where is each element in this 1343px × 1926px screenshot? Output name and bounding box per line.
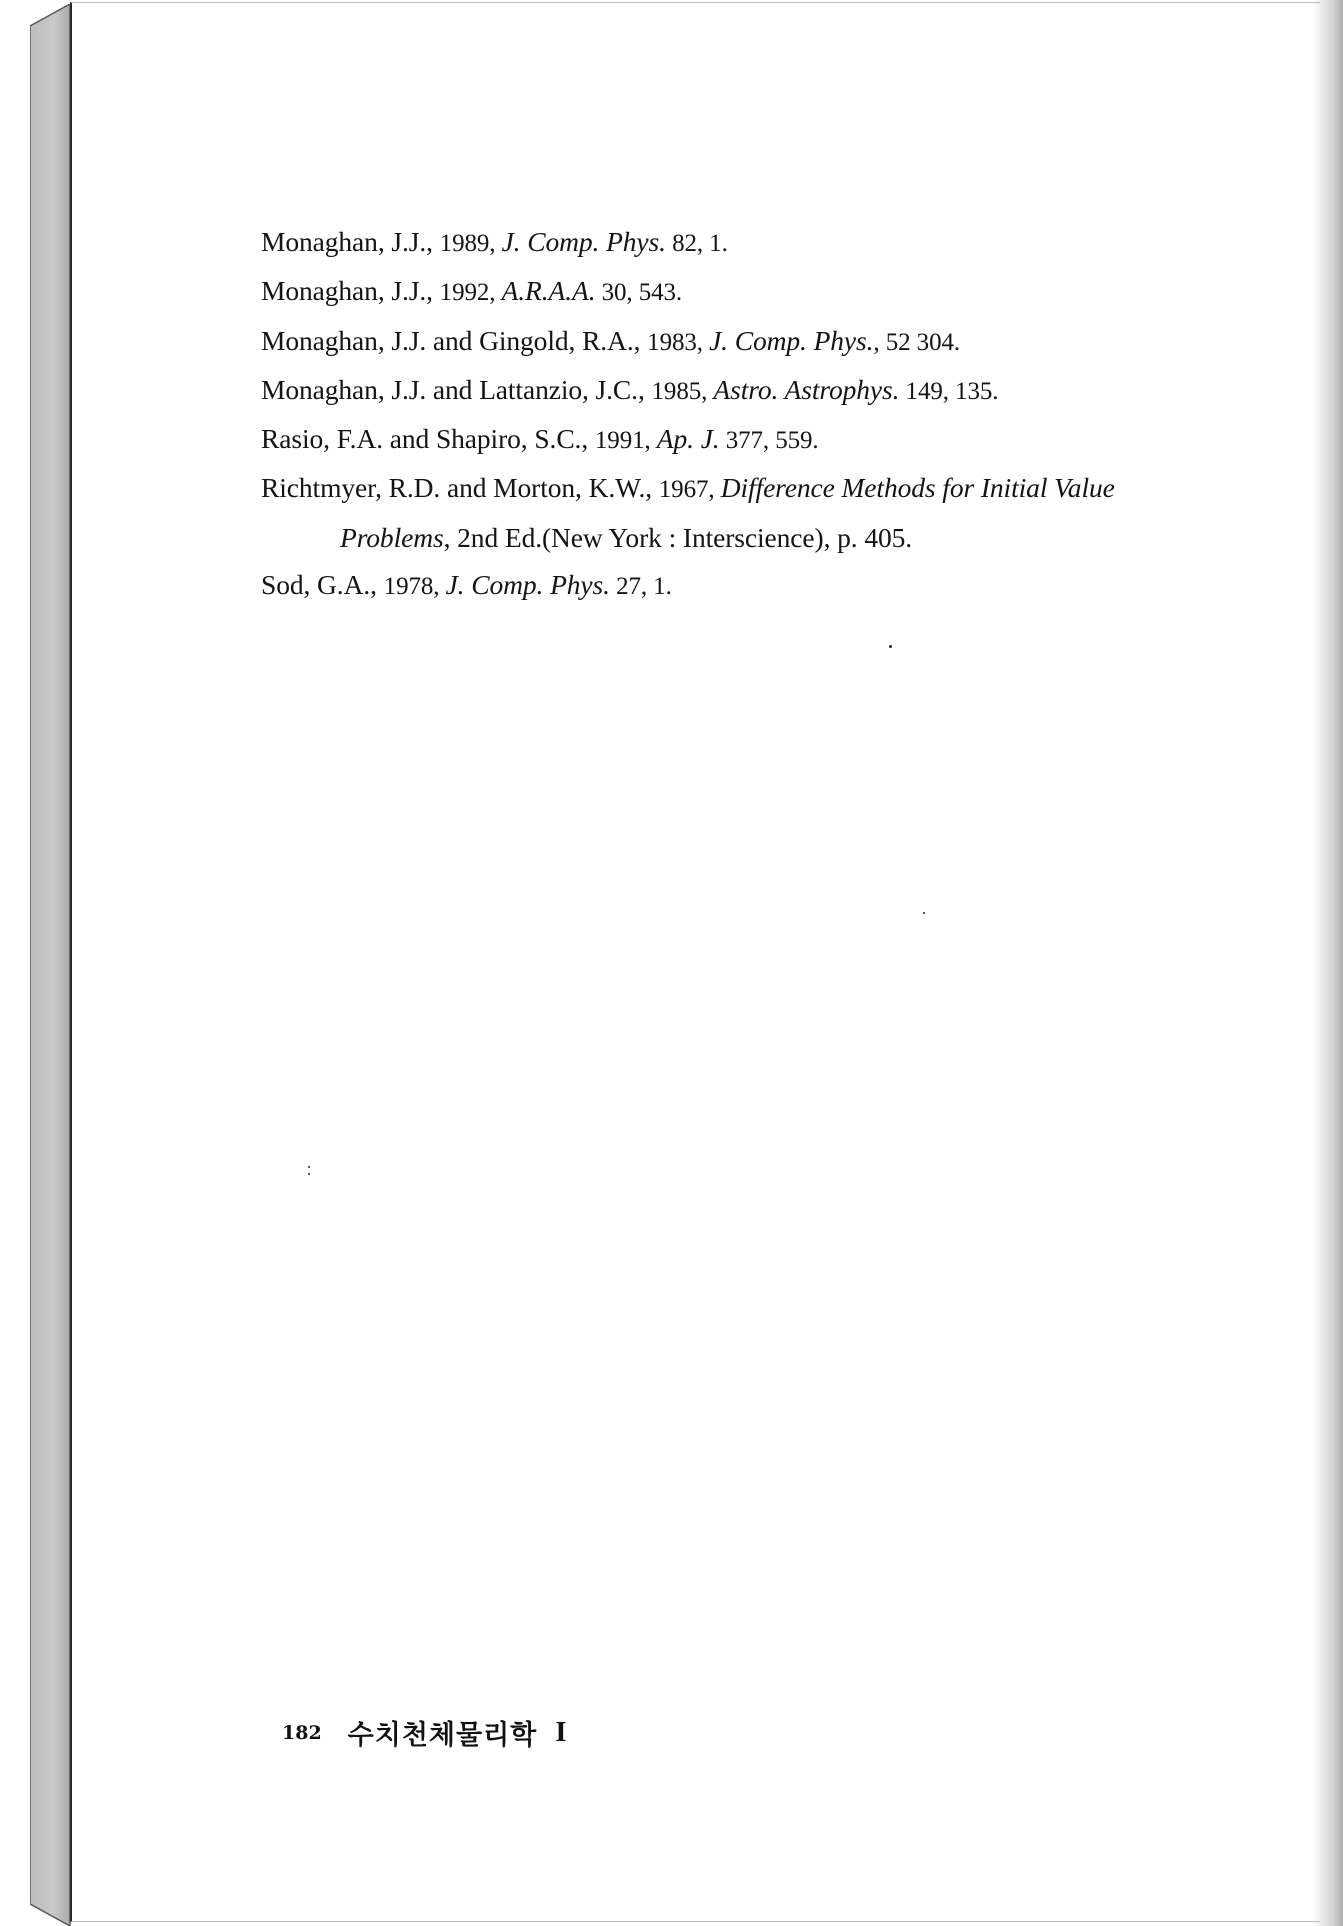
scan-speck <box>308 1166 310 1168</box>
reference-text: 1991, <box>594 427 657 455</box>
running-title: 수치천체물리학 <box>347 1720 538 1751</box>
reference-entry <box>261 415 1261 464</box>
reference-text: 1989, <box>439 230 502 257</box>
reference-text: 1985, <box>651 377 714 405</box>
reference-text: Monaghan, J.J. and Gingold, R.A., <box>261 324 648 356</box>
reference-text: Rasio, F.A. and Shapiro, S.C., <box>261 423 595 455</box>
reference-text: 1978, <box>383 573 446 601</box>
reference-text: 82, 1. <box>665 230 728 257</box>
scan-speck <box>923 912 925 914</box>
reference-entry <box>261 464 1261 513</box>
reference-source-italic: Problems <box>340 521 444 553</box>
reference-source-italic: A.R.A.A. <box>501 275 596 307</box>
reference-entry <box>261 317 1261 366</box>
reference-source-italic: J. Comp. Phys. <box>709 324 874 356</box>
reference-continuation-line <box>261 514 1261 561</box>
reference-entry <box>261 267 1261 316</box>
reference-text: Richtmyer, R.D. and Morton, K.W., <box>261 472 659 504</box>
reference-text: Sod, G.A., <box>261 569 384 601</box>
reference-source-italic: J. Comp. Phys. <box>445 569 610 601</box>
reference-source-italic: J. Comp. Phys. <box>501 226 666 257</box>
volume-number: I <box>555 1716 567 1748</box>
reference-text: 149, 135. <box>899 377 999 405</box>
page-number: 182 <box>282 1721 322 1744</box>
reference-text: 1983, <box>647 328 710 356</box>
reference-source-italic: Astro. Astrophys. <box>713 373 900 405</box>
reference-text: 1992, <box>439 279 502 307</box>
reference-text: Monaghan, J.J., <box>261 275 440 307</box>
page-edge-shadow <box>1313 0 1343 1926</box>
reference-text: 377, 559. <box>719 427 819 455</box>
reference-entry <box>261 218 1261 267</box>
reference-entry <box>261 366 1261 415</box>
reference-text: Monaghan, J.J. and Lattanzio, J.C., <box>261 373 652 405</box>
reference-text: 1967, <box>658 476 721 504</box>
reference-list <box>261 218 1261 610</box>
reference-source-italic: Difference Methods for Initial Value <box>720 472 1115 504</box>
scan-speck <box>308 1173 310 1175</box>
book-spine-shape <box>30 4 74 1926</box>
reference-text: Monaghan, J.J., <box>261 226 440 257</box>
reference-text: , 2nd Ed.(New York : Interscience), p. 405. <box>443 521 913 553</box>
reference-source-italic: Ap. J. <box>656 423 720 455</box>
reference-text: 30, 543. <box>595 279 683 307</box>
reference-text: , 52 304. <box>873 328 961 356</box>
page-footer <box>282 1713 567 1752</box>
reference-text: 27, 1. <box>609 573 672 601</box>
scan-speck <box>889 645 892 648</box>
reference-entry <box>261 561 1261 610</box>
